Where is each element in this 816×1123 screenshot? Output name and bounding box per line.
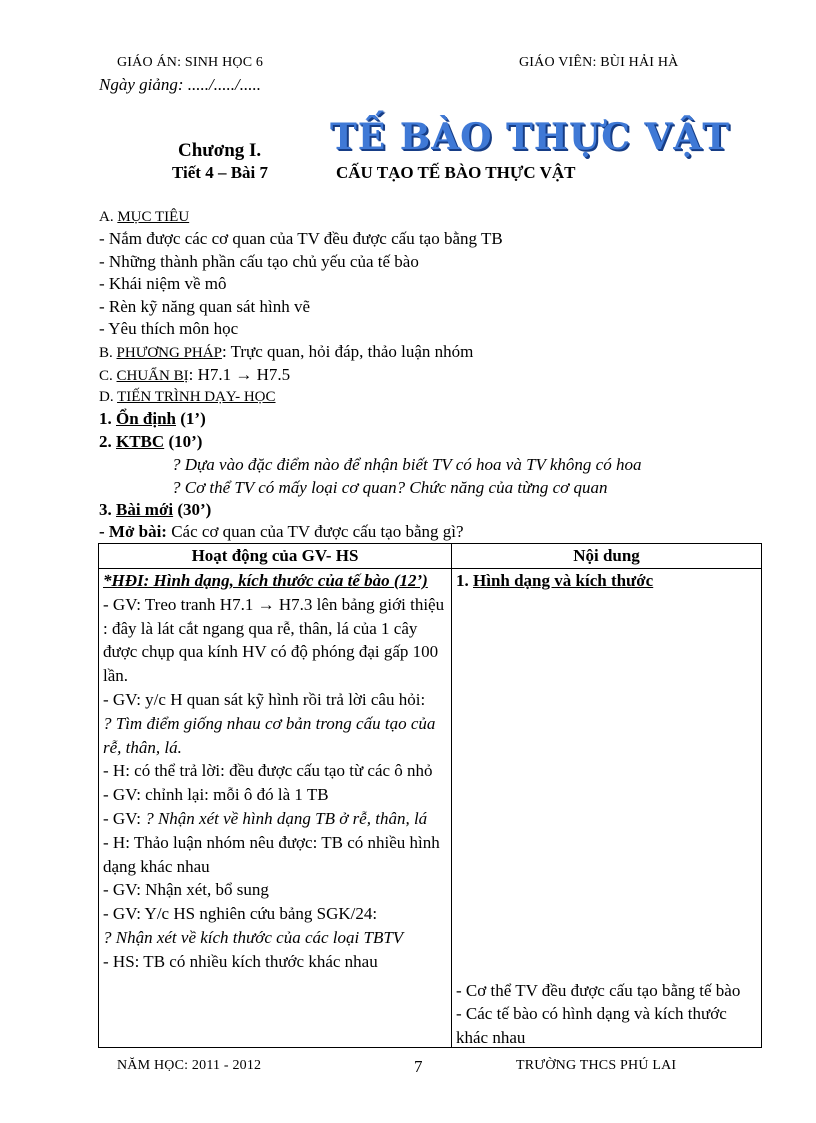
content-heading: 1. Hình dạng và kích thước bbox=[456, 571, 654, 590]
table-row bbox=[99, 569, 762, 1048]
footer-school-name: TRƯỜNG THCS PHÚ LAI bbox=[516, 1058, 677, 1073]
activity-line: - H: có thể trả lời: đều được cấu tạo từ các ô nhỏ bbox=[103, 761, 433, 781]
content-cell bbox=[452, 569, 762, 1048]
objective-item: - Những thành phần cấu tạo chủ yếu của tế bào bbox=[99, 252, 419, 271]
activity-line: - HS: TB có nhiều kích thước khác nhau bbox=[103, 951, 378, 971]
objective-item: - Rèn kỹ năng quan sát hình vẽ bbox=[99, 297, 311, 316]
header-teacher: GIÁO VIÊN: BÙI HẢI HÀ bbox=[519, 55, 679, 70]
objective-item: - Nắm được các cơ quan của TV đều được cấu tạo bằng TB bbox=[99, 229, 503, 248]
chapter-label: Chương I. bbox=[178, 140, 262, 161]
section-b-method: B. PHƯƠNG PHÁP: Trực quan, hỏi đáp, thảo luận nhóm bbox=[99, 342, 474, 361]
lesson-number: Tiết 4 – Bài 7 bbox=[172, 163, 269, 182]
review-question: ? Dựa vào đặc điểm nào để nhận biết TV có hoa và TV không có hoa bbox=[172, 455, 642, 474]
activity-line: - GV: ? Nhận xét về hình dạng TB ở rễ, thân, lá bbox=[103, 808, 428, 828]
col-header-activities: Hoạt động của GV- HS bbox=[99, 544, 452, 569]
lesson-plan-table bbox=[98, 543, 762, 1048]
content-point: - Các tế bào có hình dạng và kích thước khác nhau bbox=[456, 1004, 727, 1048]
col-header-content: Nội dung bbox=[452, 544, 762, 569]
section-d-heading: D. TIẾN TRÌNH DẠY- HỌC bbox=[99, 389, 276, 405]
step-1: 1. Ổn định (1’) bbox=[99, 409, 206, 428]
lesson-intro: - Mở bài: Các cơ quan của TV được cấu tạo bằng gì? bbox=[99, 522, 464, 541]
activity-line: - H: Thảo luận nhóm nêu được: TB có nhiều hình dạng khác nhau bbox=[103, 832, 440, 876]
activity-line: - GV: Treo tranh H7.1 → H7.3 lên bảng giới thiệu : đây là lát cắt ngang qua rễ, thân, lá của 1 cây được chụp qua kính HV có độ phóng đại gấp 100 lần. bbox=[103, 594, 445, 686]
section-c-preparation: C. CHUẨN BỊ: H7.1 → H7.5 bbox=[99, 365, 291, 384]
page-number: 7 bbox=[414, 1057, 423, 1076]
activity-line: - GV: Nhận xét, bổ sung bbox=[103, 880, 269, 900]
chapter-title: TẾ BÀO THỰC VẬT bbox=[330, 116, 731, 158]
activities-cell bbox=[99, 569, 452, 1048]
activity-title: *HĐI: Hình dạng, kích thước của tế bào (12’) bbox=[103, 571, 428, 590]
lesson-date: Ngày giảng: ...../...../..... bbox=[99, 75, 261, 94]
objective-item: - Khái niệm về mô bbox=[99, 274, 227, 293]
activity-question: ? Nhận xét về kích thước của các loại TBTV bbox=[103, 927, 404, 947]
table-header-row bbox=[99, 544, 762, 569]
activity-line: - GV: chỉnh lại: mỗi ô đó là 1 TB bbox=[103, 785, 329, 805]
lesson-title: CẤU TẠO TẾ BÀO THỰC VẬT bbox=[336, 163, 576, 182]
activity-question: ? Tìm điểm giống nhau cơ bản trong cấu tạo của rễ, thân, lá. bbox=[103, 713, 436, 757]
activity-line: - GV: Y/c HS nghiên cứu bảng SGK/24: bbox=[103, 904, 378, 924]
header-subject: GIÁO ÁN: SINH HỌC 6 bbox=[117, 55, 264, 70]
objective-item: - Yêu thích môn học bbox=[99, 319, 239, 338]
content-point: - Cơ thể TV đều được cấu tạo bằng tế bào bbox=[456, 980, 741, 1000]
step-2: 2. KTBC (10’) bbox=[99, 432, 203, 451]
step-3: 3. Bài mới (30’) bbox=[99, 500, 212, 519]
activity-line: - GV: y/c H quan sát kỹ hình rồi trả lời câu hỏi: bbox=[103, 689, 426, 709]
footer-school-year: NĂM HỌC: 2011 - 2012 bbox=[117, 1058, 262, 1073]
review-question: ? Cơ thể TV có mấy loại cơ quan? Chức năng của từng cơ quan bbox=[172, 478, 608, 497]
section-a-heading: A. MỤC TIÊU bbox=[99, 209, 190, 225]
